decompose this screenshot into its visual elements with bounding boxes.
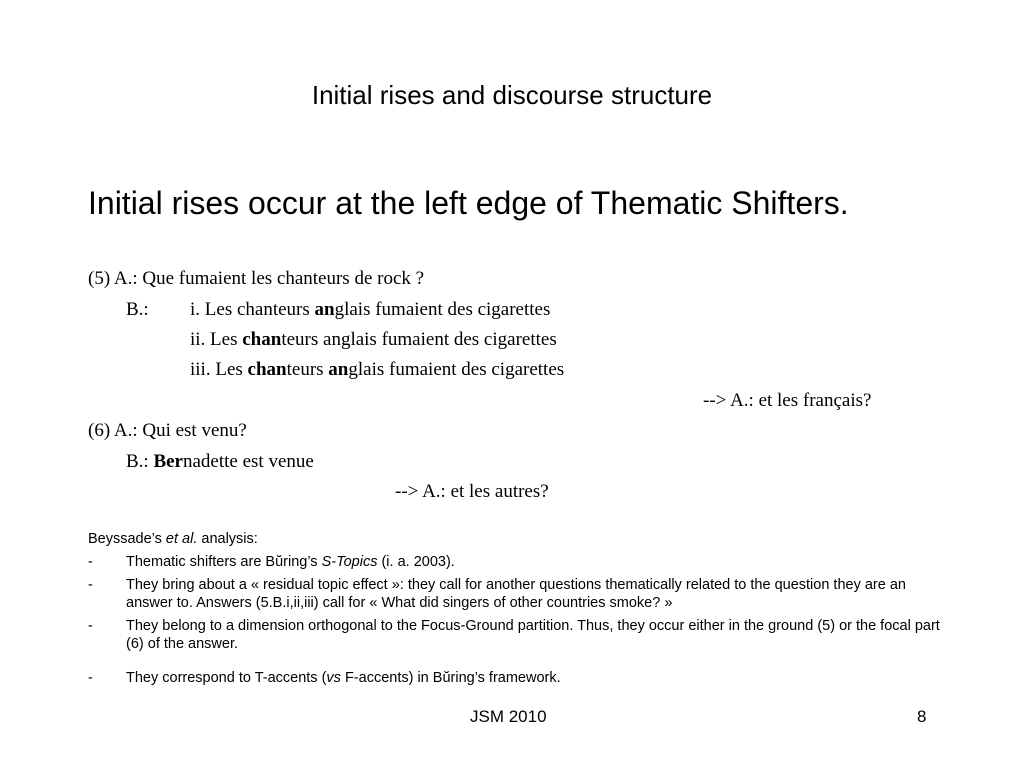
example-5-question: (5) A.: Que fumaient les chanteurs de rock ? [88, 268, 425, 289]
example-6-question: (6) A.: Qui est venu? [88, 420, 247, 441]
analysis-intro: Beyssade’s et al. analysis: [88, 531, 258, 547]
analysis-bullet-3 [88, 617, 948, 655]
example-5-followup: --> A.: et les français? [703, 390, 872, 411]
example-5-answer-iii: iii. Les chanteurs anglais fumaient des cigarettes [190, 359, 565, 380]
analysis-bullet-2 [88, 576, 948, 614]
example-5-b-label: B.: [126, 299, 149, 320]
bullet-text: They bring about a « residual topic effect »: they call for another questions thematically related to the question they are an answer to. Answers (5.B.i,ii,iii) call for « What did singers of other countries smoke? » [126, 577, 906, 611]
example-6-answer: B.: Bernadette est venue [126, 451, 314, 472]
bullet-text: They belong to a dimension orthogonal to the Focus-Ground partition. Thus, they occur either in the ground (5) or the focal part (6) of the answer. [126, 618, 940, 652]
page-number: 8 [917, 707, 927, 726]
bullet-dash: - [88, 554, 93, 570]
bullet-text: Thematic shifters are Bŭring’s S-Topics (i. a. 2003). [126, 554, 455, 570]
slide-title: Initial rises and discourse structure [311, 80, 713, 110]
example-5-answer-ii: ii. Les chanteurs anglais fumaient des cigarettes [190, 329, 557, 350]
footer-label: JSM 2010 [470, 707, 547, 726]
bullet-dash: - [88, 577, 93, 593]
analysis-bullet-1 [88, 553, 948, 573]
bullet-text: They correspond to T-accents (vs F-accents) in Bŭring’s framework. [126, 670, 561, 686]
bullet-dash: - [88, 618, 93, 634]
example-5-answer-i: i. Les chanteurs anglais fumaient des cigarettes [190, 299, 551, 320]
analysis-bullet-4 [88, 669, 948, 689]
example-6-followup: --> A.: et les autres? [395, 481, 549, 502]
bullet-dash: - [88, 670, 93, 686]
slide-heading: Initial rises occur at the left edge of Thematic Shifters. [88, 185, 849, 221]
